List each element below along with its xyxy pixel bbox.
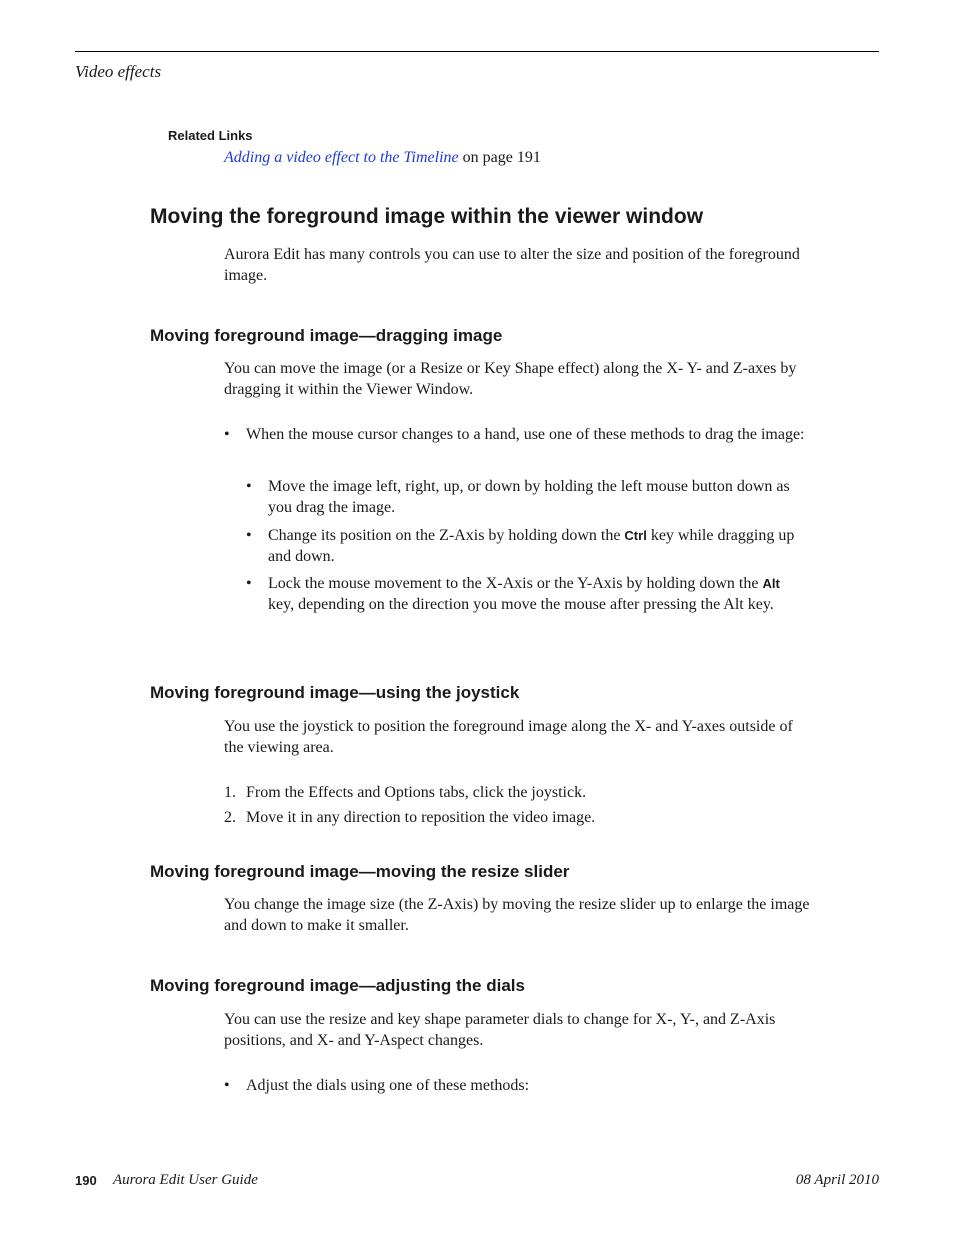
sub3-text-post: key, depending on the direction you move the mouse after pressing the Alt key. (268, 596, 774, 613)
sub2-text-post: key while dragging up and down. (268, 527, 795, 565)
joystick-heading: Moving foreground image—using the joystick (150, 683, 520, 702)
dragging-sub-bullet-1 (246, 476, 816, 518)
ctrl-key-label: Ctrl (624, 528, 647, 543)
dragging-sub-bullet-1-text: Move the image left, right, up, or down by holding the left mouse button down as you drag the image. (268, 478, 790, 516)
related-links-title: Related Links (168, 128, 253, 143)
dragging-bullet (224, 424, 816, 466)
dragging-intro: You can move the image (or a Resize or Key Shape effect) along the X- Y- and Z-axes by dragging it within the Viewer Window. (224, 360, 797, 398)
step-number: 2. (224, 809, 236, 826)
dragging-sub-bullet-3-text (268, 573, 808, 615)
dials-bullet (224, 1075, 816, 1096)
dials-heading: Moving foreground image—adjusting the dials (150, 976, 525, 995)
page-number: 190 (75, 1173, 97, 1188)
sub2-text-pre: Change its position on the Z-Axis by holding down the (268, 527, 625, 544)
joystick-step-2 (224, 807, 816, 828)
section-title: Moving the foreground image within the viewer window (150, 205, 704, 228)
dragging-sub-bullet-2-text (268, 525, 808, 567)
dials-bullet-text: Adjust the dials using one of these methods: (246, 1077, 530, 1094)
dragging-sub-bullet-2 (246, 525, 816, 567)
sub3-text-pre: Lock the mouse movement to the X-Axis or the Y-Axis by holding down the (268, 575, 763, 592)
footer-doc-title: Aurora Edit User Guide (113, 1172, 258, 1188)
resize-intro: You change the image size (the Z-Axis) by moving the resize slider up to enlarge the image and down to make it smaller. (224, 896, 810, 934)
related-link-adding-video-effect[interactable]: Adding a video effect to the Timeline (224, 149, 459, 166)
dragging-sub-bullet-3 (246, 573, 816, 636)
dials-intro: You can use the resize and key shape parameter dials to change for X-, Y-, and Z-Axis positions, and X- and Y-Aspect changes. (224, 1011, 776, 1049)
section-intro: Aurora Edit has many controls you can use to alter the size and position of the foreground image. (224, 246, 800, 284)
header-rule (75, 51, 879, 52)
bullet-dot: • (246, 527, 252, 544)
bullet-dot: • (224, 1077, 230, 1094)
bullet-dot: • (246, 575, 252, 592)
footer-date: 08 April 2010 (795, 1172, 879, 1188)
bullet-dot: • (224, 426, 230, 443)
bullet-dot: • (246, 478, 252, 495)
joystick-step-2-text: Move it in any direction to reposition the video image. (246, 809, 596, 826)
joystick-intro: You use the joystick to position the foreground image along the X- and Y-axes outside of the viewing area. (224, 718, 793, 756)
related-link-page-ref: on page 191 (458, 149, 541, 166)
joystick-step-1-text: From the Effects and Options tabs, click the joystick. (246, 784, 587, 801)
alt-key-label: Alt (762, 576, 780, 591)
joystick-step-1 (224, 782, 816, 803)
dragging-heading: Moving foreground image—dragging image (150, 326, 503, 345)
related-link-line (224, 149, 541, 167)
running-head: Video effects (75, 62, 162, 81)
dragging-bullet-text: When the mouse cursor changes to a hand, use one of these methods to drag the image: (246, 426, 805, 443)
resize-heading: Moving foreground image—moving the resize slider (150, 862, 570, 881)
step-number: 1. (224, 784, 236, 801)
